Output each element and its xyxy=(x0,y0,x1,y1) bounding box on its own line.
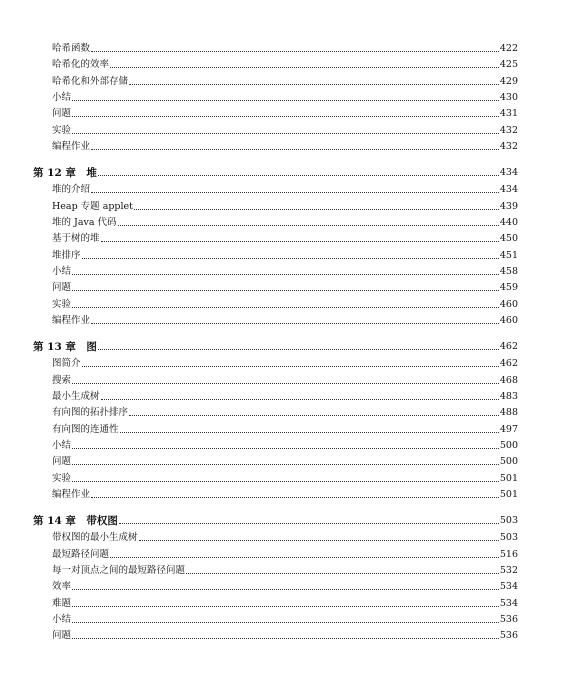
dot-leader xyxy=(72,100,499,101)
toc-entry[interactable] xyxy=(52,609,518,626)
entry-title: 带权图的最小生成树 xyxy=(52,532,138,544)
dot-leader xyxy=(98,175,499,176)
page-number: 422 xyxy=(499,43,518,54)
dot-leader xyxy=(72,307,499,308)
entry-title: 问题 xyxy=(52,630,72,642)
dot-leader xyxy=(186,573,499,574)
dot-leader xyxy=(72,589,499,590)
toc-entry[interactable] xyxy=(52,38,518,55)
dot-leader xyxy=(101,399,499,400)
dot-leader xyxy=(101,241,499,242)
dot-leader xyxy=(139,540,499,541)
page-number: 462 xyxy=(499,341,518,353)
dot-leader xyxy=(91,497,499,498)
entry-title: 编程作业 xyxy=(52,488,91,500)
toc-entry[interactable] xyxy=(52,419,518,436)
entry-title: 小结 xyxy=(52,91,72,103)
entry-title: 哈希化的效率 xyxy=(52,59,110,71)
dot-leader xyxy=(110,557,499,558)
dot-leader xyxy=(72,622,499,623)
toc-entry[interactable] xyxy=(52,136,518,153)
entry-title: 有向图的连通性 xyxy=(52,423,119,435)
entry-title: Heap 专题 applet xyxy=(52,200,133,212)
chapter-heading[interactable] xyxy=(33,510,518,527)
page-number: 503 xyxy=(499,532,518,544)
page-number: 462 xyxy=(499,358,518,370)
dot-leader xyxy=(82,366,499,367)
page-number: 425 xyxy=(499,59,518,71)
dot-leader xyxy=(72,116,499,117)
entry-title: 堆排序 xyxy=(52,249,81,261)
entry-title: 最小生成树 xyxy=(52,391,100,402)
dot-leader xyxy=(72,481,499,482)
entry-title: 小结 xyxy=(52,439,72,451)
dot-leader xyxy=(110,67,499,68)
page-number: 534 xyxy=(499,581,518,593)
page-number: 460 xyxy=(499,314,518,326)
page-number: 458 xyxy=(499,265,518,277)
dot-leader xyxy=(91,149,499,150)
toc-entry[interactable] xyxy=(52,179,518,196)
dot-leader xyxy=(72,274,499,275)
page-number: 440 xyxy=(499,217,518,228)
chapter-title: 第 14 章 带权图 xyxy=(33,515,118,528)
entry-title: 最短路径问题 xyxy=(52,548,110,560)
dot-leader xyxy=(120,432,499,433)
page-number: 501 xyxy=(499,472,518,484)
page-number: 429 xyxy=(499,75,518,87)
page-number: 503 xyxy=(499,515,518,527)
entry-title: 基于树的堆 xyxy=(52,233,100,245)
entry-title: 哈希化和外部存储 xyxy=(52,75,129,87)
toc-entry[interactable] xyxy=(52,353,518,370)
toc-entry[interactable] xyxy=(52,402,518,419)
dot-leader xyxy=(119,523,499,524)
page-number: 536 xyxy=(499,613,518,625)
entry-title: 哈希函数 xyxy=(52,43,91,54)
dot-leader xyxy=(98,349,499,350)
page-number: 432 xyxy=(499,140,518,152)
dot-leader xyxy=(72,290,499,291)
page-number: 450 xyxy=(499,233,518,245)
toc-entry[interactable] xyxy=(52,576,518,593)
chapter-title: 第 13 章 图 xyxy=(33,341,97,354)
toc-entry[interactable] xyxy=(52,71,518,88)
page-number: 434 xyxy=(499,184,518,196)
dot-leader xyxy=(91,51,499,52)
toc-entry[interactable] xyxy=(52,435,518,452)
entry-title: 实验 xyxy=(52,298,72,310)
page-number: 497 xyxy=(499,423,518,435)
toc-entry[interactable] xyxy=(52,294,518,311)
page-number: 534 xyxy=(499,597,518,609)
dot-leader xyxy=(134,209,499,210)
page-number: 488 xyxy=(499,407,518,419)
toc-entry[interactable] xyxy=(52,468,518,485)
page-number: 468 xyxy=(499,374,518,386)
entry-title: 小结 xyxy=(52,613,72,625)
page-number: 500 xyxy=(499,439,518,451)
page-number: 460 xyxy=(499,298,518,310)
dot-leader xyxy=(72,606,499,607)
page-number: 431 xyxy=(499,108,518,120)
dot-leader xyxy=(91,323,499,324)
entry-title: 堆的介绍 xyxy=(52,184,91,196)
dot-leader xyxy=(91,192,499,193)
entry-title: 编程作业 xyxy=(52,314,91,326)
entry-title: 效率 xyxy=(52,581,72,593)
entry-title: 小结 xyxy=(52,265,72,277)
entry-title: 问题 xyxy=(52,108,72,120)
dot-leader xyxy=(118,225,499,226)
toc-entry[interactable] xyxy=(52,370,518,387)
toc-entry[interactable] xyxy=(52,310,518,327)
dot-leader xyxy=(72,448,499,449)
entry-title: 搜索 xyxy=(52,374,72,386)
page-number: 536 xyxy=(499,630,518,642)
entry-title: 实验 xyxy=(52,124,72,136)
entry-title: 堆的 Java 代码 xyxy=(52,217,117,228)
page-number: 516 xyxy=(499,548,518,560)
entry-title: 图简介 xyxy=(52,358,81,370)
dot-leader xyxy=(72,464,499,465)
page-number: 459 xyxy=(499,282,518,294)
toc-entry[interactable] xyxy=(52,54,518,71)
toc-entry[interactable] xyxy=(52,560,518,577)
page-number: 432 xyxy=(499,124,518,136)
entry-title: 编程作业 xyxy=(52,140,91,152)
dot-leader xyxy=(72,383,499,384)
toc-entry[interactable] xyxy=(52,87,518,104)
chapter-heading[interactable] xyxy=(33,336,518,353)
page-number: 501 xyxy=(499,488,518,500)
toc-entry[interactable] xyxy=(52,527,518,544)
toc-entry[interactable] xyxy=(52,277,518,294)
toc-entry[interactable] xyxy=(52,544,518,561)
toc-entry[interactable] xyxy=(52,120,518,137)
page-number: 434 xyxy=(499,167,518,179)
toc-entry[interactable] xyxy=(52,228,518,245)
chapter-heading[interactable] xyxy=(33,162,518,179)
entry-title: 每一对顶点之间的最短路径问题 xyxy=(52,565,186,576)
entry-title: 问题 xyxy=(52,282,72,294)
dot-leader xyxy=(129,415,499,416)
toc-entry[interactable] xyxy=(52,212,518,229)
toc-entry[interactable] xyxy=(52,593,518,610)
entry-title: 难题 xyxy=(52,597,72,609)
page-number: 439 xyxy=(499,200,518,212)
dot-leader xyxy=(72,638,499,639)
toc-entry[interactable] xyxy=(52,103,518,120)
dot-leader xyxy=(82,258,499,259)
dot-leader xyxy=(129,84,499,85)
entry-title: 有向图的拓扑排序 xyxy=(52,407,129,419)
page-number: 532 xyxy=(499,565,518,576)
entry-title: 实验 xyxy=(52,472,72,484)
toc-entry[interactable] xyxy=(52,261,518,278)
dot-leader xyxy=(72,133,499,134)
toc-entry[interactable] xyxy=(52,386,518,403)
toc-entry[interactable] xyxy=(52,625,518,642)
page-number: 500 xyxy=(499,456,518,468)
chapter-title: 第 12 章 堆 xyxy=(33,167,97,180)
toc-entry[interactable] xyxy=(52,484,518,501)
page-number: 451 xyxy=(499,249,518,261)
page-number: 430 xyxy=(499,91,518,103)
toc-entry[interactable] xyxy=(52,245,518,262)
page-number: 483 xyxy=(499,391,518,402)
toc-entry[interactable] xyxy=(52,196,518,213)
entry-title: 问题 xyxy=(52,456,72,468)
toc-entry[interactable] xyxy=(52,451,518,468)
